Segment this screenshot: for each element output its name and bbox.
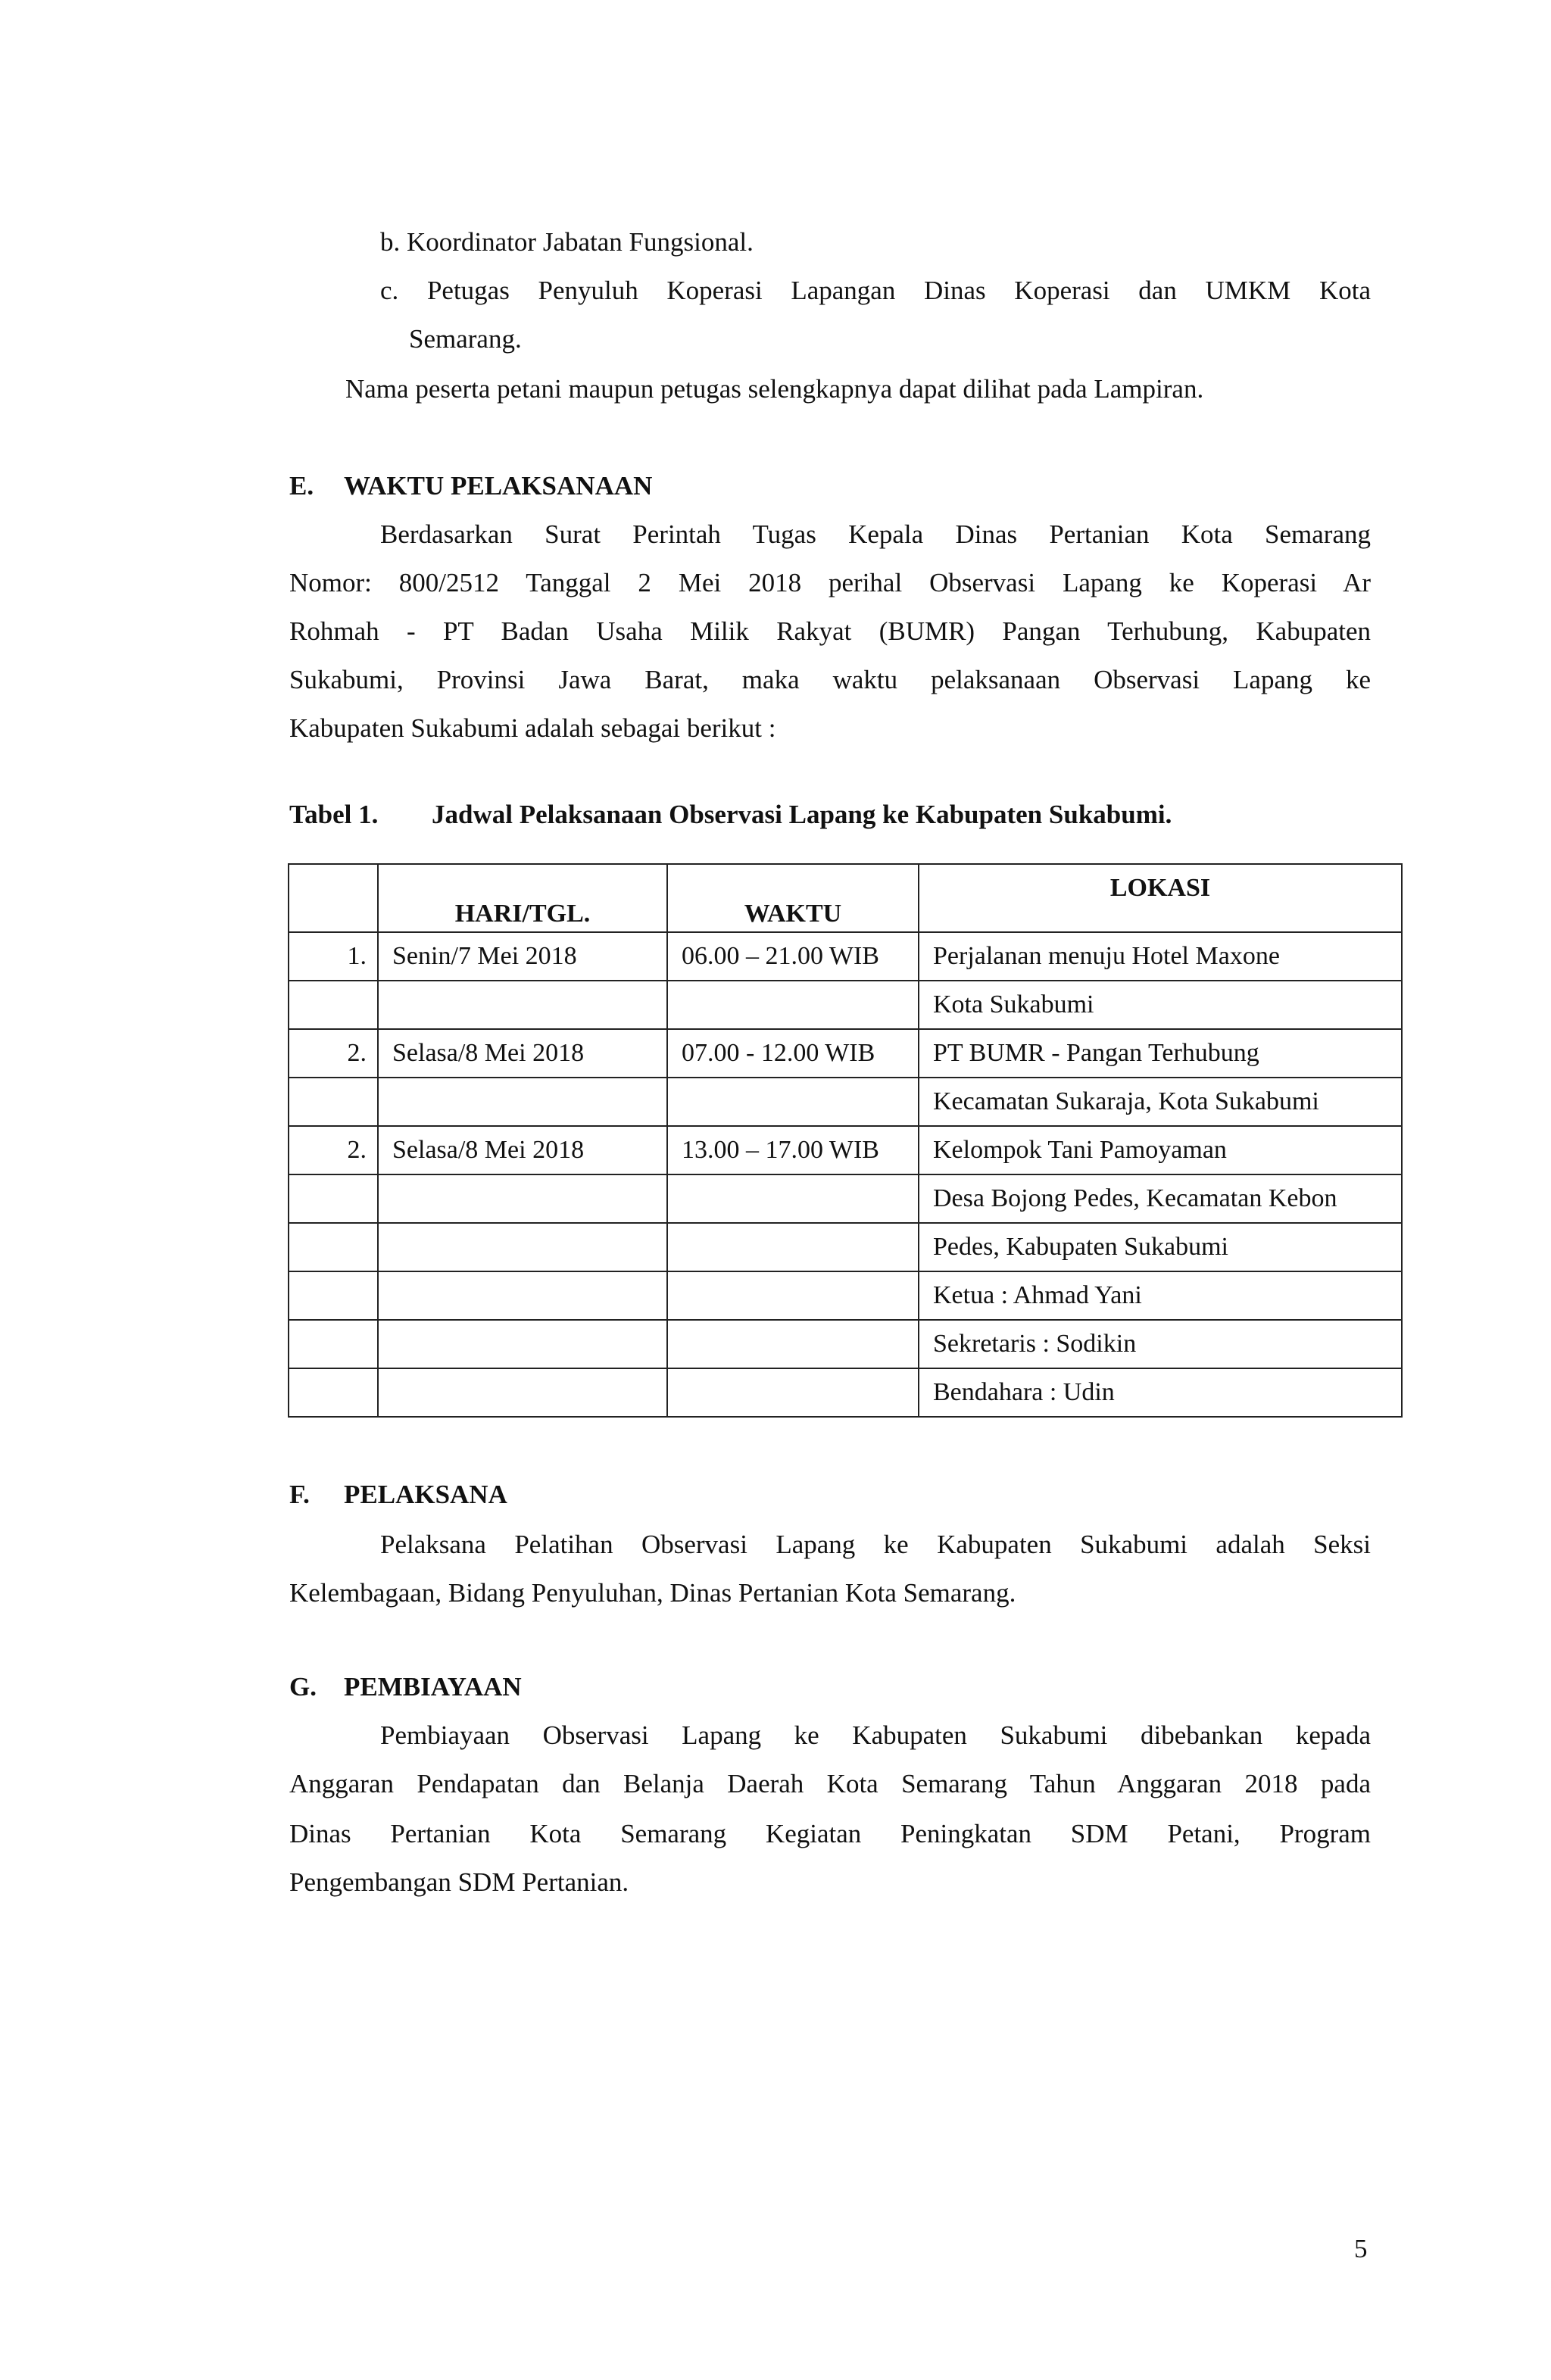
header-lokasi: LOKASI	[919, 864, 1402, 932]
section-f-number: F.	[289, 1480, 310, 1509]
section-e-number: E.	[289, 471, 314, 501]
cell-time	[667, 981, 919, 1029]
section-e-line: Sukabumi, Provinsi Jawa Barat, maka waktu pelaksanaan Observasi Lapang ke	[289, 665, 1371, 694]
cell-date	[378, 981, 667, 1029]
cell-location: Sekretaris : Sodikin	[919, 1320, 1402, 1368]
list-item-c-line1: c. Petugas Penyuluh Koperasi Lapangan Dinas Koperasi dan UMKM Kota	[380, 276, 1371, 305]
table-row	[289, 1271, 1402, 1320]
list-item-b: b. Koordinator Jabatan Fungsional.	[380, 227, 754, 257]
cell-date	[378, 1078, 667, 1126]
cell-time: 13.00 – 17.00 WIB	[667, 1126, 919, 1174]
section-f-title: PELAKSANA	[344, 1480, 507, 1509]
section-g-line: Pembiayaan Observasi Lapang ke Kabupaten Sukabumi dibebankan kepada	[380, 1720, 1371, 1750]
cell-number: 1.	[289, 932, 378, 981]
cell-date	[378, 1174, 667, 1223]
cell-number	[289, 1078, 378, 1126]
cell-location: Kota Sukabumi	[919, 981, 1402, 1029]
table-caption-title: Jadwal Pelaksanaan Observasi Lapang ke Kabupaten Sukabumi.	[432, 800, 1172, 829]
table-caption	[289, 798, 1371, 831]
table-row	[289, 1078, 1402, 1126]
cell-location: Kelompok Tani Pamoyaman	[919, 1126, 1402, 1174]
cell-location: Kecamatan Sukaraja, Kota Sukabumi	[919, 1078, 1402, 1126]
cell-time: 06.00 – 21.00 WIB	[667, 932, 919, 981]
cell-time	[667, 1368, 919, 1417]
header-hari-tgl: HARI/TGL.	[378, 864, 667, 932]
section-e-line: Rohmah - PT Badan Usaha Milik Rakyat (BUMR) Pangan Terhubung, Kabupaten	[289, 616, 1371, 646]
cell-number	[289, 1174, 378, 1223]
table-row	[289, 1174, 1402, 1223]
section-g-title: PEMBIAYAAN	[344, 1672, 522, 1702]
cell-date: Senin/7 Mei 2018	[378, 932, 667, 981]
table-header-row	[289, 864, 1402, 932]
cell-location: Ketua : Ahmad Yani	[919, 1271, 1402, 1320]
cell-date	[378, 1271, 667, 1320]
cell-date: Selasa/8 Mei 2018	[378, 1029, 667, 1078]
cell-number	[289, 981, 378, 1029]
table-row	[289, 1223, 1402, 1271]
section-g-line: Anggaran Pendapatan dan Belanja Daerah Kota Semarang Tahun Anggaran 2018 pada	[289, 1769, 1371, 1798]
section-g-line: Dinas Pertanian Kota Semarang Kegiatan Peningkatan SDM Petani, Program	[289, 1819, 1371, 1848]
header-number	[289, 864, 378, 932]
cell-number: 2.	[289, 1029, 378, 1078]
table-row	[289, 1368, 1402, 1417]
cell-number	[289, 1320, 378, 1368]
cell-location: Perjalanan menuju Hotel Maxone	[919, 932, 1402, 981]
cell-number	[289, 1271, 378, 1320]
table-row	[289, 1320, 1402, 1368]
table-caption-label: Tabel 1.	[289, 800, 379, 829]
cell-location: Desa Bojong Pedes, Kecamatan Kebon	[919, 1174, 1402, 1223]
cell-time	[667, 1223, 919, 1271]
table-row	[289, 1126, 1402, 1174]
header-waktu: WAKTU	[667, 864, 919, 932]
section-e-title: WAKTU PELAKSANAAN	[344, 471, 653, 501]
section-e-line: Kabupaten Sukabumi adalah sebagai berikut :	[289, 713, 776, 743]
section-g-line: Pengembangan SDM Pertanian.	[289, 1867, 629, 1897]
cell-date	[378, 1320, 667, 1368]
section-f-line: Pelaksana Pelatihan Observasi Lapang ke Kabupaten Sukabumi adalah Seksi	[380, 1530, 1371, 1559]
cell-time	[667, 1271, 919, 1320]
section-g-number: G.	[289, 1672, 317, 1702]
schedule-table	[288, 863, 1403, 1418]
lampiran-note: Nama peserta petani maupun petugas selengkapnya dapat dilihat pada Lampiran.	[345, 374, 1204, 404]
cell-number	[289, 1368, 378, 1417]
cell-time: 07.00 - 12.00 WIB	[667, 1029, 919, 1078]
section-g-heading	[289, 1670, 1371, 1704]
cell-date	[378, 1368, 667, 1417]
list-item-c-line2: Semarang.	[409, 324, 522, 354]
cell-time	[667, 1174, 919, 1223]
section-e-line: Berdasarkan Surat Perintah Tugas Kepala Dinas Pertanian Kota Semarang	[380, 519, 1371, 549]
cell-date	[378, 1223, 667, 1271]
cell-location: Bendahara : Udin	[919, 1368, 1402, 1417]
cell-date: Selasa/8 Mei 2018	[378, 1126, 667, 1174]
section-e-line: Nomor: 800/2512 Tanggal 2 Mei 2018 perihal Observasi Lapang ke Koperasi Ar	[289, 568, 1371, 597]
cell-time	[667, 1320, 919, 1368]
cell-number: 2.	[289, 1126, 378, 1174]
cell-location: PT BUMR - Pangan Terhubung	[919, 1029, 1402, 1078]
cell-time	[667, 1078, 919, 1126]
section-e-heading	[289, 469, 1371, 503]
cell-number	[289, 1223, 378, 1271]
table-row	[289, 981, 1402, 1029]
table-row	[289, 1029, 1402, 1078]
page-number: 5	[1354, 2234, 1368, 2263]
section-f-line: Kelembagaan, Bidang Penyuluhan, Dinas Pertanian Kota Semarang.	[289, 1578, 1016, 1608]
cell-location: Pedes, Kabupaten Sukabumi	[919, 1223, 1402, 1271]
section-f-heading	[289, 1478, 1371, 1511]
table-row	[289, 932, 1402, 981]
